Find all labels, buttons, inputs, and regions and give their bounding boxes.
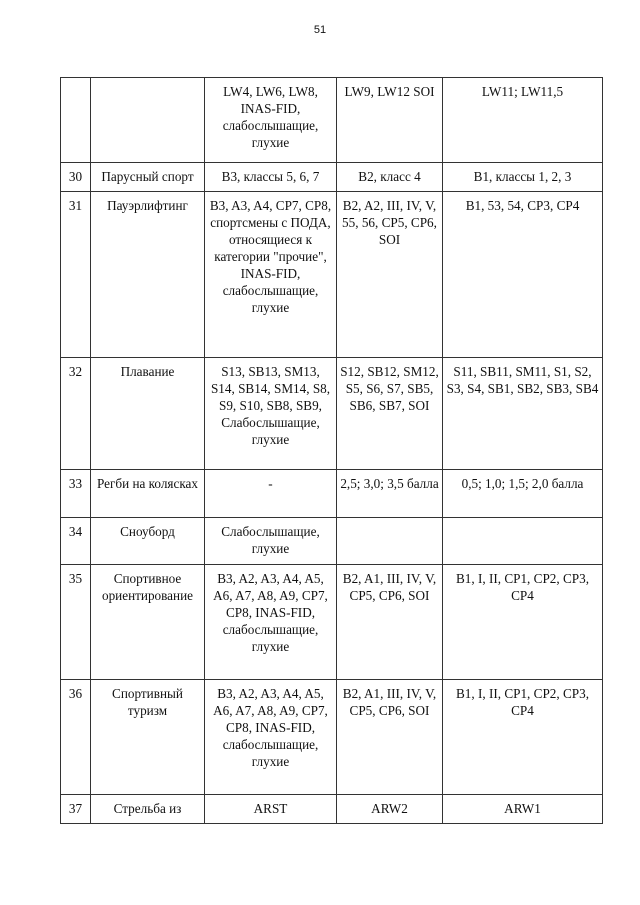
- group-b-cell: B2, A1, III, IV, V, CP5, CP6, SOI: [337, 565, 443, 680]
- row-number: 35: [61, 565, 91, 680]
- classification-table: [60, 77, 603, 824]
- table-row: [61, 358, 603, 470]
- sport-name: Регби на колясках: [91, 470, 205, 518]
- row-number: 34: [61, 518, 91, 565]
- sport-name: Спортивный туризм: [91, 680, 205, 795]
- page-number: 51: [313, 24, 327, 36]
- group-b-cell: ARW2: [337, 795, 443, 824]
- sport-name: Парусный спорт: [91, 163, 205, 192]
- group-b-cell: [337, 518, 443, 565]
- group-a-cell: S13, SB13, SM13, S14, SB14, SM14, S8, S9, S10, SB8, SB9, Слабослышащие, глухие: [205, 358, 337, 470]
- row-number: 31: [61, 192, 91, 358]
- table-row: [61, 78, 603, 163]
- sport-name: Плавание: [91, 358, 205, 470]
- group-b-cell: B2, класс 4: [337, 163, 443, 192]
- table-row: [61, 565, 603, 680]
- table-row: [61, 163, 603, 192]
- group-c-cell: S11, SB11, SM11, S1, S2, S3, S4, SB1, SB2, SB3, SB4: [443, 358, 603, 470]
- group-a-cell: ARST: [205, 795, 337, 824]
- sport-name: Спортивное ориентирование: [91, 565, 205, 680]
- row-number: 36: [61, 680, 91, 795]
- row-number: 32: [61, 358, 91, 470]
- sport-name: Сноуборд: [91, 518, 205, 565]
- row-number: 37: [61, 795, 91, 824]
- table-row: [61, 795, 603, 824]
- group-a-cell: B3, A2, A3, A4, A5, A6, A7, A8, A9, CP7, CP8, INAS-FID, слабослышащие, глухие: [205, 680, 337, 795]
- group-b-cell: LW9, LW12 SOI: [337, 78, 443, 163]
- table-row: [61, 192, 603, 358]
- group-c-cell: [443, 518, 603, 565]
- group-a-cell: -: [205, 470, 337, 518]
- group-b-cell: 2,5; 3,0; 3,5 балла: [337, 470, 443, 518]
- group-c-cell: LW11; LW11,5: [443, 78, 603, 163]
- row-number: 30: [61, 163, 91, 192]
- sport-name: [91, 78, 205, 163]
- group-b-cell: S12, SB12, SM12, S5, S6, S7, SB5, SB6, SB7, SOI: [337, 358, 443, 470]
- table-row: [61, 680, 603, 795]
- sport-name: Стрельба из: [91, 795, 205, 824]
- sport-name: Пауэрлифтинг: [91, 192, 205, 358]
- row-number: 33: [61, 470, 91, 518]
- group-c-cell: B1, классы 1, 2, 3: [443, 163, 603, 192]
- group-a-cell: B3, классы 5, 6, 7: [205, 163, 337, 192]
- table-row: [61, 470, 603, 518]
- group-c-cell: B1, 53, 54, CP3, CP4: [443, 192, 603, 358]
- group-c-cell: ARW1: [443, 795, 603, 824]
- group-b-cell: B2, A2, III, IV, V, 55, 56, CP5, CP6, SOI: [337, 192, 443, 358]
- group-b-cell: B2, A1, III, IV, V, CP5, CP6, SOI: [337, 680, 443, 795]
- table-row: [61, 518, 603, 565]
- group-a-cell: B3, A3, A4, CP7, CP8, спортсмены с ПОДА, относящиеся к категории "прочие", INAS-FID, слабослышащие, глухие: [205, 192, 337, 358]
- group-c-cell: B1, I, II, CP1, CP2, CP3, CP4: [443, 680, 603, 795]
- group-a-cell: LW4, LW6, LW8, INAS-FID, слабослышащие, глухие: [205, 78, 337, 163]
- group-a-cell: B3, A2, A3, A4, A5, A6, A7, A8, A9, CP7, CP8, INAS-FID, слабослышащие, глухие: [205, 565, 337, 680]
- row-number: [61, 78, 91, 163]
- group-a-cell: Слабослышащие, глухие: [205, 518, 337, 565]
- group-c-cell: 0,5; 1,0; 1,5; 2,0 балла: [443, 470, 603, 518]
- group-c-cell: B1, I, II, CP1, CP2, CP3, CP4: [443, 565, 603, 680]
